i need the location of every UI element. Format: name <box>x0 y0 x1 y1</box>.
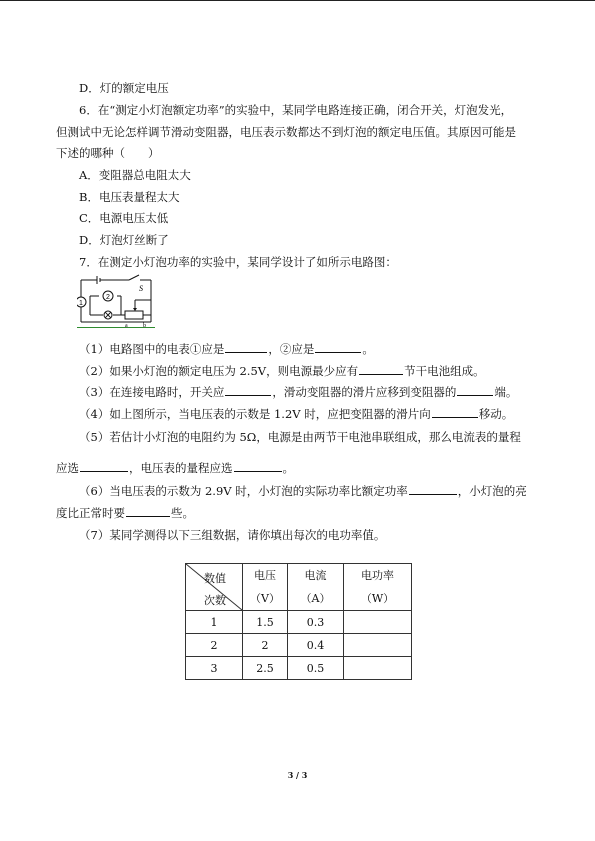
answer-blank[interactable] <box>80 460 128 472</box>
header-current <box>288 564 344 611</box>
cell-current: 0.5 <box>288 657 344 680</box>
q7-part2-text-b: 节干电池组成。 <box>404 364 485 378</box>
q7-part1 <box>79 341 595 357</box>
circuit-diagram <box>77 272 155 328</box>
corner-bottom-label: 次数 <box>204 594 226 607</box>
page-number: 3 / 3 <box>287 770 308 780</box>
q7-part1-text-b: ，②应是 <box>268 342 315 356</box>
q6-option-a: A．变阻器总电阻太大 <box>79 168 191 182</box>
q7-part3-text-b: ，滑动变阻器的滑片应移到变阻器的 <box>272 385 457 399</box>
q6-line1: 6．在“测定小灯泡额定功率”的实验中，某同学电路连接正确，闭合开关，灯泡发光， <box>79 103 513 117</box>
answer-blank[interactable] <box>315 341 361 353</box>
q7-part4-text-b: 移动。 <box>478 407 514 421</box>
cell-current: 0.3 <box>288 611 344 634</box>
header-power-unit: （W） <box>360 592 395 605</box>
q7-part5-text-b: ，电源是由两节干电池串联组成，那么电流表的量程 <box>256 430 521 444</box>
table-header-row <box>186 564 412 611</box>
answer-blank[interactable] <box>457 384 493 396</box>
q6-line3: 下述的哪种（ ） <box>56 146 160 160</box>
q6-option-c: C．电源电压太低 <box>79 211 169 225</box>
q5-option-d: D．灯的额定电压 <box>79 81 169 95</box>
q7-part1-text-a: （1）电路图中的电表①应是 <box>79 342 225 356</box>
meter-1-label: 1 <box>79 300 83 307</box>
q7-intro: 7．在测定小灯泡功率的实验中，某同学设计了如所示电路图： <box>79 255 397 269</box>
table-row <box>186 657 412 680</box>
answer-blank[interactable] <box>409 483 457 495</box>
header-current-unit: （A） <box>300 592 331 605</box>
slider-b-label: b <box>143 323 146 328</box>
cell-voltage: 2.5 <box>243 657 288 680</box>
cell-trial: 3 <box>186 657 243 680</box>
header-voltage-unit: （V） <box>250 592 280 605</box>
table-corner-cell <box>186 564 243 611</box>
answer-blank[interactable] <box>234 460 282 472</box>
q7-part3 <box>79 384 595 400</box>
q6-option-b: B．电压表量程太大 <box>79 190 180 204</box>
q7-part3-text-a: （3）在连接电路时，开关应 <box>79 385 225 399</box>
q7-part5-text-c: 应选 <box>56 461 79 475</box>
q7-part6-line1 <box>79 483 595 499</box>
q7-part3-text-c: 端。 <box>494 385 518 399</box>
header-power-name: 电功率 <box>361 569 394 582</box>
answer-blank[interactable] <box>359 363 403 375</box>
header-current-name: 电流 <box>304 569 327 582</box>
q7-part4 <box>79 406 595 422</box>
data-table <box>185 563 412 680</box>
q7-part2 <box>79 363 595 379</box>
q7-part5-line1 <box>79 429 595 445</box>
slider-a-label: a <box>125 323 128 328</box>
answer-blank[interactable] <box>432 406 478 418</box>
cell-voltage: 1.5 <box>243 611 288 634</box>
q7-part7: （7）某同学测得以下三组数据，请你填出每次的电功率值。 <box>79 528 386 542</box>
cell-power[interactable] <box>344 634 412 657</box>
q6-line2: 但测试中无论怎样调节滑动变阻器，电压表示数都达不到灯泡的额定电压值。其原因可能是 <box>56 125 516 139</box>
cell-power[interactable] <box>344 657 412 680</box>
q7-part4-text-a: （4）如上图所示，当电压表的示数是 1.2V 时，应把变阻器的滑片向 <box>79 407 431 421</box>
header-power <box>344 564 412 611</box>
table-row <box>186 611 412 634</box>
q6-option-d: D．灯泡灯丝断了 <box>79 233 169 247</box>
header-rule <box>0 0 595 1</box>
answer-blank[interactable] <box>126 505 170 517</box>
cell-trial: 1 <box>186 611 243 634</box>
q7-part5-text-a: （5）若估计小灯泡的电阻约为 5 <box>79 430 247 444</box>
corner-top-label: 数值 <box>204 572 226 585</box>
header-voltage <box>243 564 288 611</box>
q7-part6-text-d: 些。 <box>171 506 194 520</box>
switch-label: S <box>139 284 143 293</box>
cell-voltage: 2 <box>243 634 288 657</box>
table-row <box>186 634 412 657</box>
q7-part5-text-e: 。 <box>282 461 294 475</box>
q7-part6-text-c: 度比正常时要 <box>56 506 125 520</box>
cell-current: 0.4 <box>288 634 344 657</box>
q7-part6-text-b: ，小灯泡的亮 <box>457 484 527 498</box>
answer-blank[interactable] <box>225 384 271 396</box>
q7-part2-text-a: （2）如果小灯泡的额定电压为 2.5V，则电源最少应有 <box>79 364 359 378</box>
ohm-symbol: Ω <box>246 430 257 444</box>
q7-part6-text-a: （6）当电压表的示数为 2.9V 时，小灯泡的实际功率比额定功率 <box>79 484 408 498</box>
cell-trial: 2 <box>186 634 243 657</box>
cell-power[interactable] <box>344 611 412 634</box>
q7-part6-line2 <box>56 505 595 521</box>
answer-blank[interactable] <box>225 341 267 353</box>
q7-part5-text-d: ，电压表的量程应选 <box>129 461 233 475</box>
meter-2-label: 2 <box>106 294 110 301</box>
header-voltage-name: 电压 <box>254 569 276 582</box>
q7-part1-text-c: 。 <box>362 342 374 356</box>
q7-part5-line2 <box>56 460 595 476</box>
